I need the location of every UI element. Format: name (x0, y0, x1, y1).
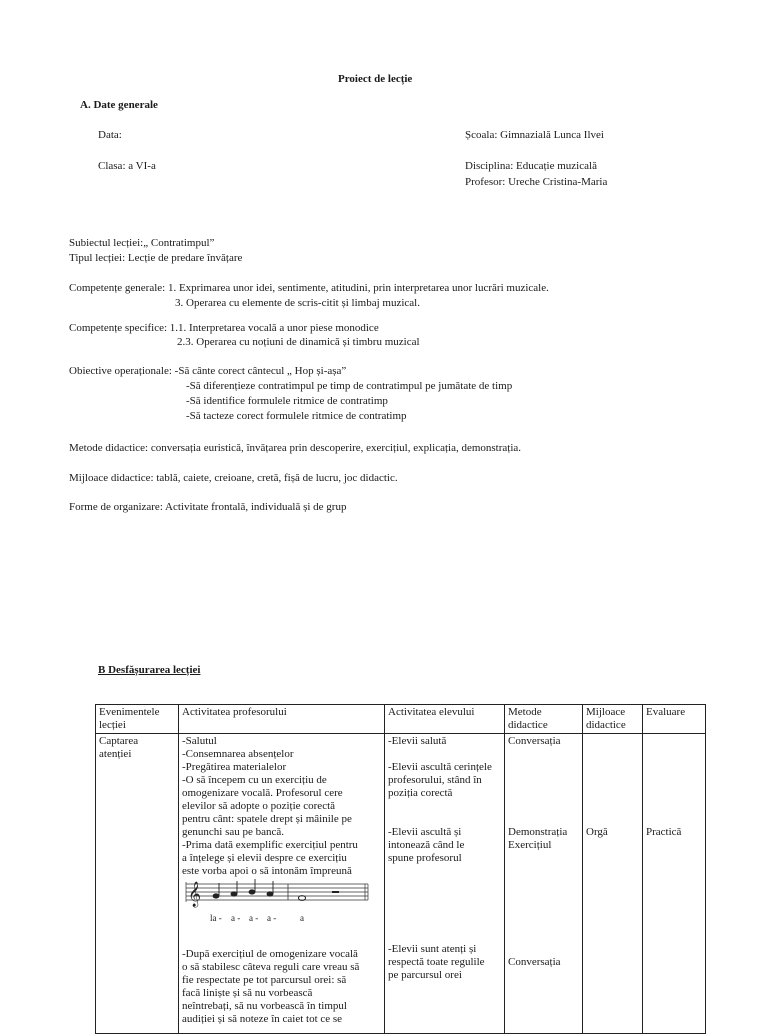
organization-forms: Forme de organizare: Activitate frontală, individuală și de grup (69, 501, 347, 513)
date-label: Data: (98, 129, 122, 141)
materials: Mijloace didactice: tablă, caiete, creioane, cretă, fișă de lucru, joc didactic. (69, 472, 398, 484)
table-header-row (96, 705, 706, 734)
lesson-type: Tipul lecției: Lecție de predare învățare (69, 252, 243, 264)
evaluation-cell: Practică (643, 734, 706, 1034)
general-competences-2: 3. Operarea cu elemente de scris-citit și limbaj muzical. (175, 297, 420, 309)
table-row (96, 734, 706, 1034)
objectives-2: -Să diferențieze contratimpul pe timp de contratimpul pe jumătate de timp (186, 380, 513, 392)
syllable: a - (231, 913, 241, 923)
syllable: la - (210, 913, 222, 923)
specific-competences-2: 2.3. Operarea cu noțiuni de dinamică și timbru muzical (177, 336, 420, 348)
methods-cell: Conversația Demonstrația Exercițiul Conversația (505, 734, 583, 1034)
section-a-heading: A. Date generale (80, 99, 158, 111)
class-label: Clasa: a VI-a (98, 160, 156, 172)
syllable: a - (249, 913, 259, 923)
music-staff (182, 878, 372, 926)
specific-competences-1: Competențe specifice: 1.1. Interpretarea vocală a unor piese monodice (69, 322, 379, 334)
music-notation-icon (182, 878, 372, 912)
header-events: Evenimentele lecției (96, 705, 179, 734)
teacher-activity-cell: -Salutul -Consemnarea absențelor -Pregătirea materialelor -O să începem cu un exercițiu de omogenizare vocală. Profesorul cere elevilor să adopte o poziție corectă pentru cânt: spatele drept și mâinile pe genunchi sau pe bancă. -Prima dată exemplific exercițiul pentru a înțelege și elevii despre ce exercițiu este vorba apoi o să intonăm împreună 𝄞 la - a - a - a - a -După exercițiul de omogenizare vocală o să stabilesc câteva reguli care vreau să fie respectate pe tot parcursul orei: să facă liniște și să nu vorbească neîntrebați, să nu vorbească în timpul audiției și să noteze în caiet tot ce se (179, 734, 385, 1034)
lesson-table (95, 704, 706, 1034)
methods: Metode didactice: conversația euristică, învățarea prin descoperire, exercițiul, explicația, demonstrația. (69, 442, 522, 454)
syllable: a - (267, 913, 277, 923)
header-evaluation: Evaluare (643, 705, 706, 734)
header-student-activity: Activitatea elevului (385, 705, 505, 734)
header-teacher-activity: Activitatea profesorului (179, 705, 385, 734)
objectives-1: Obiective operaționale: -Să cânte corect cântecul „ Hop și-așa” (69, 365, 347, 377)
teacher-label: Profesor: Ureche Cristina-Maria (465, 176, 608, 188)
objectives-3: -Să identifice formulele ritmice de contratimp (186, 395, 388, 407)
discipline-label: Disciplina: Educație muzicală (465, 160, 597, 172)
section-b-heading: B Desfășurarea lecției (98, 664, 201, 676)
header-materials: Mijloace didactice (583, 705, 643, 734)
school-label: Școala: Gimnazială Lunca Ilvei (465, 129, 604, 141)
materials-cell: Orgă (583, 734, 643, 1034)
general-competences-1: Competențe generale: 1. Exprimarea unor idei, sentimente, atitudini, prin interpretarea unor lucrări muzicale. (69, 282, 549, 294)
objectives-4: -Să tacteze corect formulele ritmice de contratimp (186, 410, 407, 422)
lesson-subject: Subiectul lecției:„ Contratimpul” (69, 237, 215, 249)
syllable: a (300, 913, 304, 923)
event-cell: Captarea atenției (96, 734, 179, 1034)
page-title: Proiect de lecție (338, 73, 413, 85)
header-methods: Metode didactice (505, 705, 583, 734)
student-activity-cell: -Elevii salută -Elevii ascultă cerințele profesorului, stând în poziția corectă -Elevii ascultă și intonează când le spune profesorul -Elevii sunt atenți și respectă toate regulile pe parcursul orei (385, 734, 505, 1034)
svg-text:𝄞: 𝄞 (188, 882, 202, 907)
